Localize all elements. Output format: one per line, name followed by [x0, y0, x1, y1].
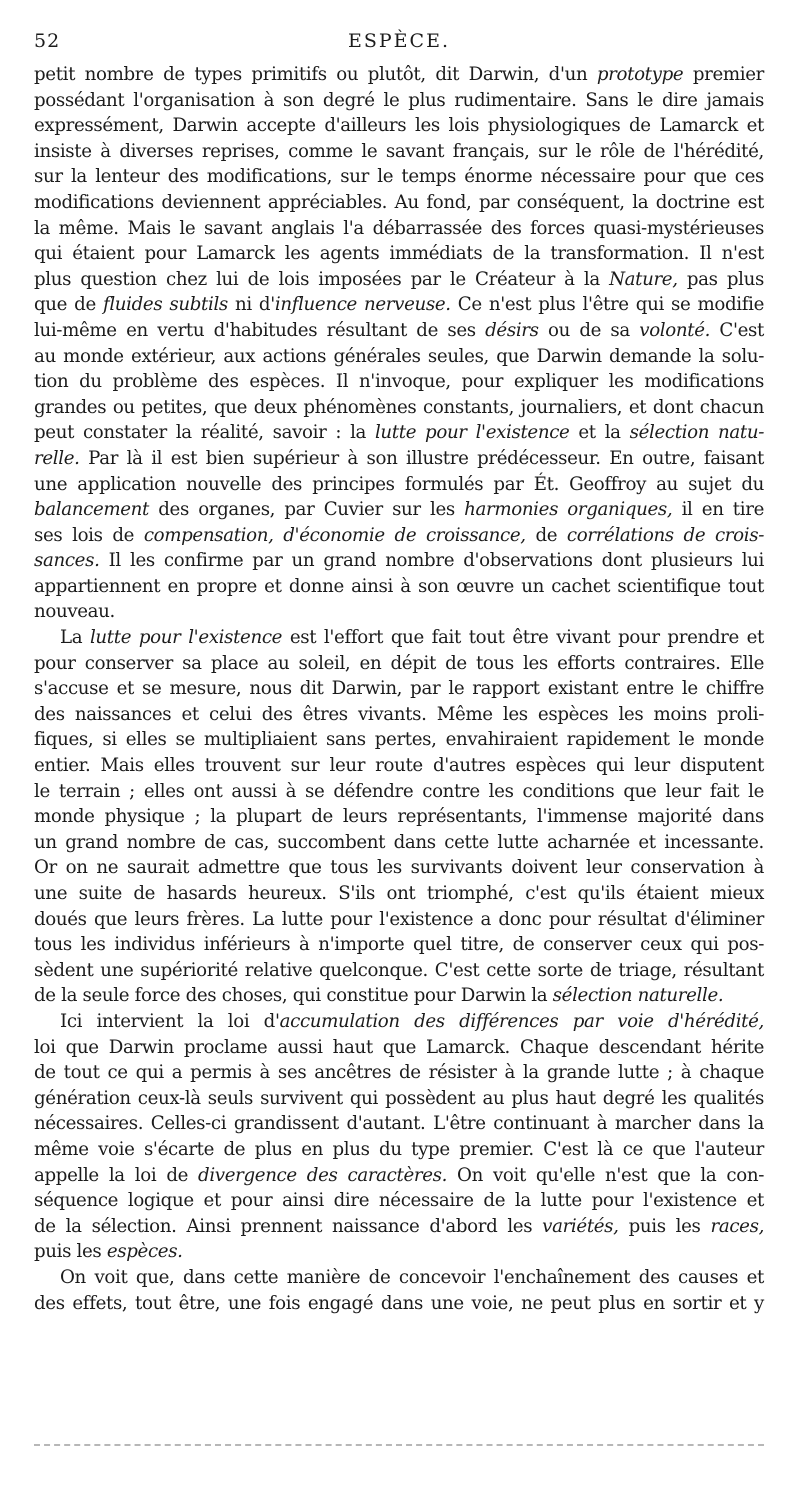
italic-text-run: accumulation des différences par voie d'hérédité, — [279, 1010, 764, 1032]
text-run: au monde extérieur, aux actions générales seules, que Darwin demande la solu- — [34, 345, 764, 367]
text-line — [34, 523, 764, 549]
italic-text-run: d'économie de croissance, — [283, 524, 526, 546]
text-run: plus question chez lui de lois imposées par le Créateur à la — [34, 268, 610, 290]
page-number: 52 — [34, 30, 61, 52]
text-run: puis les — [618, 1215, 711, 1237]
text-line — [34, 344, 764, 370]
text-line — [34, 548, 764, 574]
text-line — [34, 446, 764, 472]
text-line — [34, 702, 764, 728]
text-line — [34, 1009, 764, 1035]
text-run: loi que Darwin proclame aussi haut que Lamarck. Chaque descendant hérite — [34, 1036, 764, 1058]
italic-text-run: sélection naturelle. — [552, 985, 724, 1007]
text-line — [34, 164, 764, 190]
text-run: et la — [569, 422, 630, 444]
text-line — [34, 1265, 764, 1291]
text-run: de — [525, 524, 567, 546]
text-line — [34, 983, 764, 1009]
text-run: On voit que, dans cette manière de concevoir l'enchaînement des causes et — [60, 1266, 764, 1288]
text-run: que de — [34, 294, 103, 316]
text-line — [34, 497, 764, 523]
text-line — [34, 599, 764, 625]
text-line — [34, 1086, 764, 1112]
text-line — [34, 1239, 764, 1265]
text-run: monde physique ; la plupart de leurs représentants, l'immense majorité dans — [34, 806, 764, 828]
text-run: le terrain ; elles ont aussi à se défendre contre les conditions que leur fait le — [34, 780, 764, 802]
text-run: peut constater la réalité, savoir : la — [34, 422, 375, 444]
italic-text-run: divergence des caractères. — [198, 1164, 448, 1186]
text-line — [34, 395, 764, 421]
text-line — [34, 1111, 764, 1137]
text-line — [34, 420, 764, 446]
text-line — [34, 881, 764, 907]
text-run: Il les confirme par un grand nombre d'observations dont plusieurs lui — [99, 550, 764, 572]
text-line — [34, 907, 764, 933]
text-run: des effets, tout être, une fois engagé dans une voie, ne peut plus en sortir et y — [34, 1292, 764, 1314]
text-run: tous les individus inférieurs à n'importe quel titre, de conserver ceux qui pos- — [34, 934, 764, 956]
text-run: un grand nombre de cas, succombent dans cette lutte acharnée et incessante. — [34, 831, 764, 853]
text-run: une suite de hasards heureux. S'ils ont triomphé, c'est qu'ils étaient mieux — [34, 883, 764, 904]
text-line — [34, 1137, 764, 1163]
text-run: il en tire — [672, 499, 764, 521]
text-run: est l'effort que fait tout être vivant pour prendre et — [282, 627, 765, 649]
text-run: appartiennent en propre et donne ainsi à son œuvre un cachet scientifique tout — [34, 575, 764, 597]
text-line — [34, 1291, 764, 1317]
text-run: On voit qu'elle n'est que la con- — [447, 1164, 764, 1186]
italic-text-run: balancement — [34, 499, 149, 521]
text-line — [34, 216, 764, 242]
text-line — [34, 753, 764, 779]
text-line — [34, 1060, 764, 1086]
italic-text-run: sances. — [34, 550, 100, 572]
text-run: s'accuse et se mesure, nous dit Darwin, par le rapport existant entre le chiffre — [34, 678, 764, 700]
text-line — [34, 779, 764, 805]
text-run: entier. Mais elles trouvent sur leur route d'autres espèces qui leur disputent — [34, 755, 764, 777]
text-run: appelle la loi de — [34, 1164, 199, 1186]
text-run: Par là il est bien supérieur à son illustre prédécesseur. En outre, faisant — [79, 447, 764, 469]
text-run: nécessaires. Celles-ci grandissent d'autant. L'être continuant à marcher dans la — [34, 1113, 764, 1135]
text-run: Or on ne saurait admettre que tous les survivants doivent leur conservation à — [34, 857, 764, 879]
text-run: de tout ce qui a permis à ses ancêtres de résister à la grande lutte ; à chaque — [34, 1062, 764, 1084]
text-run: premier — [683, 64, 764, 85]
text-line — [34, 88, 764, 114]
text-run: C'est — [710, 319, 764, 341]
footer-rule — [34, 1444, 764, 1446]
text-run: La — [60, 627, 90, 649]
text-line — [34, 1035, 764, 1061]
italic-text-run: compensation, — [143, 524, 274, 546]
text-line — [34, 830, 764, 856]
text-line — [34, 267, 764, 293]
text-run: de la sélection. Ainsi prennent naissance d'abord les — [34, 1215, 543, 1237]
text-line — [34, 625, 764, 651]
text-run: possédant l'organisation à son degré le plus rudimentaire. Sans le dire jamais — [34, 89, 764, 111]
text-run: ses lois de — [34, 524, 144, 546]
text-line — [34, 932, 764, 958]
text-run: sur la lenteur des modifications, sur le temps énorme nécessaire pour que ces — [34, 166, 764, 188]
italic-text-run: relle. — [34, 447, 80, 469]
text-run: doués que leurs frères. La lutte pour l'existence a donc pour résultat d'éliminer — [34, 908, 764, 930]
body-text — [34, 62, 764, 1316]
text-run: tion du problème des espèces. Il n'invoque, pour expliquer les modifications — [34, 371, 764, 393]
italic-text-run: races, — [710, 1215, 765, 1237]
text-run: puis les — [34, 1241, 107, 1263]
italic-text-run: désirs — [485, 319, 539, 341]
text-line — [34, 855, 764, 881]
text-run: insiste à diverses reprises, comme le savant français, sur le rôle de l'hérédité, — [34, 140, 764, 162]
text-run: nouveau. — [34, 601, 115, 623]
text-run: modifications deviennent appréciables. Au fond, par conséquent, la doctrine est — [34, 191, 764, 213]
text-run — [274, 525, 284, 546]
italic-text-run: influence nerveuse. — [274, 294, 451, 316]
text-run: Ce n'est plus l'être qui se modifie — [450, 294, 765, 316]
text-run: expressément, Darwin accepte d'ailleurs les lois physiologiques de Lamarck et — [34, 115, 764, 137]
text-run: pas plus — [677, 268, 764, 290]
text-run: des naissances et celui des êtres vivants. Même les espèces les moins proli- — [34, 703, 764, 725]
italic-text-run: prototype — [596, 64, 684, 85]
text-run: fiques, si elles se multipliaient sans pertes, envahiraient rapidement le monde — [34, 729, 764, 751]
text-run: petit nombre de types primitifs ou plutôt, dit Darwin, d'un — [34, 64, 597, 85]
text-run: grandes ou petites, que deux phénomènes constants, journaliers, et dont chacun — [34, 396, 764, 418]
text-run: Ici intervient la loi d' — [60, 1010, 280, 1032]
text-line — [34, 318, 764, 344]
text-run: une application nouvelle des principes formulés par Ét. Geoffroy au sujet du — [34, 473, 764, 495]
italic-text-run: variétés, — [542, 1215, 619, 1237]
text-run: même voie s'écarte de plus en plus du type premier. C'est là ce que l'auteur — [34, 1138, 764, 1160]
italic-text-run: corrélations de crois- — [566, 524, 764, 546]
text-line — [34, 804, 764, 830]
text-run: des organes, par Cuvier sur les — [149, 499, 465, 521]
text-line — [34, 190, 764, 216]
text-line — [34, 1163, 764, 1189]
italic-text-run: fluides subtils — [102, 294, 228, 316]
text-run: ou de sa — [538, 319, 640, 341]
text-run: qui étaient pour Lamarck les agents immédiats de la transformation. Il n'est — [34, 243, 764, 265]
text-run: génération ceux-là seuls survivent qui possèdent au plus haut degré les qualités — [34, 1087, 764, 1109]
text-line — [34, 241, 764, 267]
text-line — [34, 651, 764, 677]
text-line — [34, 1188, 764, 1214]
italic-text-run: Nature, — [609, 268, 678, 290]
text-line — [34, 727, 764, 753]
text-run: ni d' — [227, 294, 275, 316]
text-run: la même. Mais le savant anglais l'a débarrassée des forces quasi-mystérieuses — [34, 217, 764, 239]
text-run: sèdent une supériorité relative quelconque. C'est cette sorte de triage, résultant — [34, 959, 764, 981]
italic-text-run: harmonies organiques, — [464, 499, 673, 521]
text-line — [34, 62, 764, 88]
text-run: lui-même en vertu d'habitudes résultant de ses — [34, 319, 486, 341]
text-run: pour conserver sa place au soleil, en dépit de tous les efforts contraires. Elle — [34, 652, 764, 674]
page-header — [34, 30, 764, 56]
text-line — [34, 113, 764, 139]
italic-text-run: lutte pour l'existence — [89, 627, 283, 649]
text-line — [34, 1214, 764, 1240]
italic-text-run: volonté. — [639, 319, 711, 341]
text-run: de la seule force des choses, qui constitue pour Darwin la — [34, 985, 553, 1007]
running-title: ESPÈCE. — [348, 30, 450, 52]
italic-text-run: lutte pour l'existence — [374, 422, 570, 444]
text-line — [34, 574, 764, 600]
text-run: séquence logique et pour ainsi dire nécessaire de la lutte pour l'existence et — [34, 1190, 764, 1212]
text-line — [34, 369, 764, 395]
italic-text-run: espèces. — [106, 1241, 183, 1263]
text-line — [34, 472, 764, 498]
text-line — [34, 292, 764, 318]
text-line — [34, 676, 764, 702]
text-line — [34, 139, 764, 165]
italic-text-run: sélection natu- — [629, 422, 764, 444]
text-line — [34, 958, 764, 984]
